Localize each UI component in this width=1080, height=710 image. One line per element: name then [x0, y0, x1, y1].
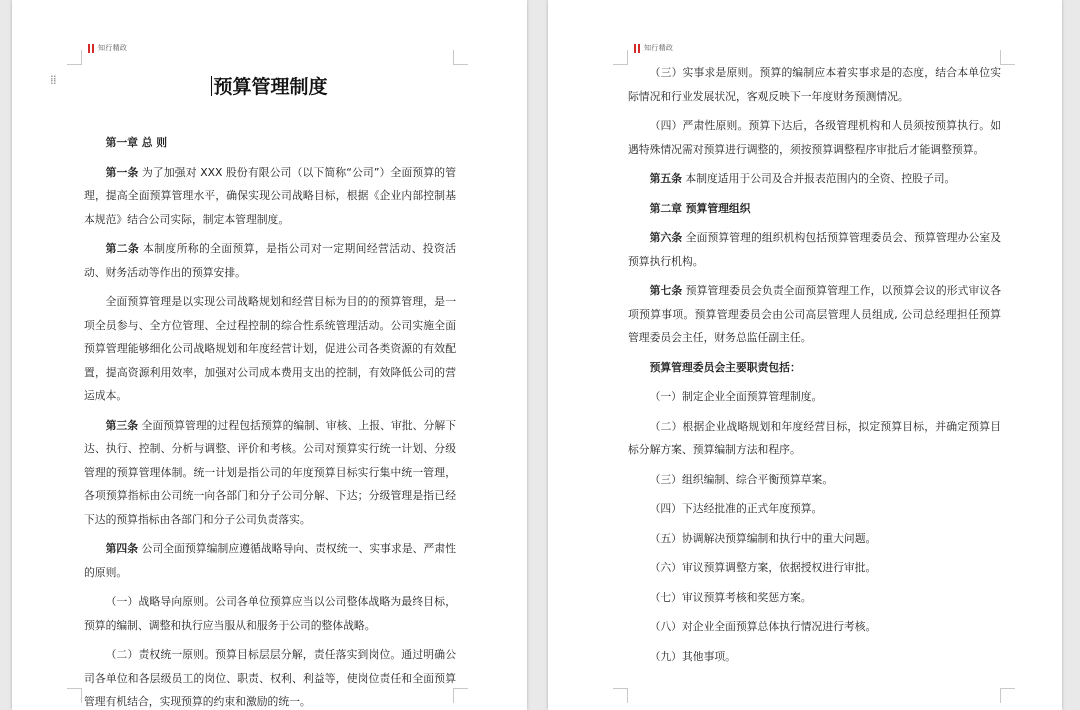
- document-page-2: [548, 0, 1062, 710]
- duty-item: （五）协调解决预算编制和执行中的重大问题。: [649, 531, 877, 545]
- duty-item: （三）组织编制、综合平衡预算草案。: [649, 472, 834, 486]
- header-logo-text: 知行精政: [98, 44, 128, 52]
- duty-item: （九）其他事项。: [649, 649, 736, 663]
- chapter-1-heading: 第一章 总 则: [105, 136, 168, 149]
- duty-item: （八）对企业全面预算总体执行情况进行考核。: [649, 620, 877, 633]
- principle-2: （二）责权统一原则。预算目标层层分解，责任落实到岗位。通过明确公司各单位和各层级员工的岗位、职责、权利、利益等，使岗位责任和全面预算管理有机结合，实现预算的约束和激励的统一。: [84, 648, 456, 708]
- document-page-1: [12, 0, 527, 710]
- logo-mark-icon: [88, 44, 95, 53]
- article-2: 第二条 本制度所称的全面预算，是指公司对一定期间经营活动、投资活动、财务活动等作出的预算安排。: [84, 242, 456, 279]
- chapter-2-heading: 第二章 预算管理组织: [649, 201, 751, 215]
- overview-paragraph: 全面预算管理是以实现公司战略规划和经营目标为目的的预算管理，是一项全员参与、全方位管理、全过程控制的综合性系统管理活动。公司实施全面预算管理能够细化公司战略规划和年度经营计划，促进公司各类资源的有效配置，提高资源利用效率，加强对公司成本费用支出的控制，有效降低公司的营运成本。: [84, 295, 456, 402]
- duty-item: （四）下达经批准的正式年度预算。: [649, 502, 823, 515]
- page2-body[interactable]: [628, 61, 1001, 674]
- duty-item: （七）审议预算考核和奖惩方案。: [649, 590, 812, 604]
- article-4: 第四条 公司全面预算编制应遵循战略导向、责权统一、实事求是、严肃性的原则。: [84, 542, 457, 579]
- header-logo: [634, 43, 673, 53]
- principle-4: （四）严肃性原则。预算下达后，各级管理机构和人员须按预算执行。如遇特殊情况需对预算进行调整的，须按预算调整程序审批后才能调整预算。: [628, 119, 1001, 156]
- document-title[interactable]: 预算管理制度: [213, 76, 328, 98]
- margin-corner-top-left: [67, 50, 82, 65]
- header-logo: [88, 43, 127, 53]
- principle-1: （一）战略导向原则。公司各单位预算应当以公司整体战略为最终目标，预算的编制、调整和执行应当服从和服务于公司的整体战略。: [84, 595, 456, 632]
- margin-corner-top-right: [1000, 50, 1015, 65]
- margin-corner-top-left: [613, 50, 628, 65]
- logo-mark-icon: [634, 44, 641, 53]
- article-5: 第五条 本制度适用于公司及合并报表范围内的全资、控股子司。: [649, 172, 956, 185]
- margin-corner-bottom-left: [613, 688, 628, 703]
- article-7: 第七条 预算管理委员会负责全面预算管理工作，以预算会议的形式审议各项预算事项。预算管理委员会由公司高层管理人员组成, 公司总经理担任预算管理委员会主任，财务总监任副主任。: [628, 284, 1002, 344]
- duty-item: （二）根据企业战略规划和年度经营目标，拟定预算目标，并确定预算目标分解方案、预算编制方法和程序。: [628, 419, 1001, 456]
- article-3: 第三条 全面预算管理的过程包括预算的编制、审核、上报、审批、分解下达、执行、控制、分析与调整、评价和考核。公司对预算实行统一计划、分级管理的预算管理体制。统一计划是指公司的年度预算目标实行集中统一管理，各项预算指标由公司统一向各部门和分子公司分解、下达；分级管理是指已经下达的预算指标由各部门和分子公司负责落实。: [84, 418, 457, 526]
- duty-item: （一）制定企业全面预算管理制度。: [649, 390, 823, 403]
- article-1: 第一条 为了加强对 XXX 股份有限公司（以下简称“公司”）全面预算的管理，提高全面预算管理水平，确保实现公司战略目标，根据《企业内部控制基本规范》结合公司实际，制定本管理制度。: [84, 165, 456, 226]
- margin-corner-bottom-left: [67, 688, 82, 703]
- header-logo-text: 知行精政: [644, 44, 674, 52]
- margin-corner-bottom-right: [1000, 688, 1015, 703]
- duty-item: （六）审议预算调整方案，依据授权进行审批。: [649, 561, 877, 574]
- duties-heading: 预算管理委员会主要职责包括：: [649, 360, 801, 374]
- article-6: 第六条 全面预算管理的组织机构包括预算管理委员会、预算管理办公室及预算执行机构。: [628, 231, 1002, 268]
- page1-body[interactable]: [84, 131, 456, 710]
- principle-3: （三）实事求是原则。预算的编制应本着实事求是的态度，结合本单位实际情况和行业发展状况，客观反映下一年度财务预测情况。: [628, 66, 1001, 103]
- drag-handle-icon[interactable]: ⁞⁞: [50, 73, 56, 87]
- margin-corner-top-right: [453, 50, 468, 65]
